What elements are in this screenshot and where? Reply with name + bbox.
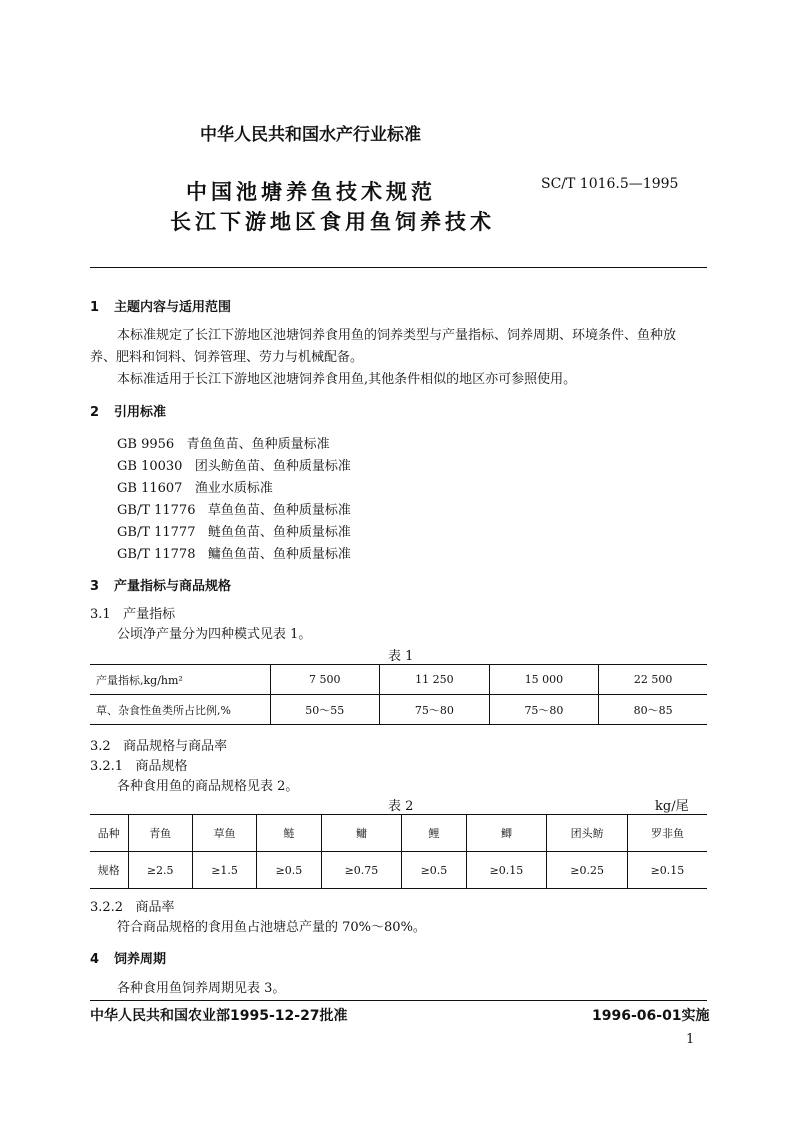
table-cell: 75～80 [380, 695, 490, 725]
table-cell: 50～55 [270, 695, 380, 725]
subsection-3-1-heading [90, 603, 175, 622]
table-cell: ≥0.25 [547, 852, 628, 889]
section-1-para-2: 本标准适用于长江下游地区池塘饲养食用鱼,其他条件相似的地区亦可参照使用。 [117, 372, 577, 387]
reference-name: 鲢鱼鱼苗、鱼种质量标准 [207, 525, 351, 540]
reference-name: 草鱼鱼苗、鱼种质量标准 [207, 503, 351, 518]
section-4-text: 各种食用鱼饲养周期见表 3。 [117, 981, 286, 996]
reference-code: GB/T 11776 [117, 503, 196, 518]
reference-code: GB 10030 [117, 459, 183, 474]
subsection-title: 产量指标 [123, 607, 176, 622]
section-number: 3 [90, 579, 100, 594]
table-cell: 7 500 [270, 665, 380, 695]
table-cell: ≥0.5 [402, 852, 466, 889]
reference-item [117, 499, 351, 518]
table-row-label: 品种 [90, 815, 128, 852]
table-row-label: 产量指标,kg/hm² [90, 665, 270, 695]
table-header-cell: 青鱼 [128, 815, 192, 852]
table-header-cell: 鲢 [257, 815, 321, 852]
subsection-3-1-text: 公顷净产量分为四种模式见表 1。 [117, 627, 312, 642]
section-1-heading [90, 296, 231, 315]
section-number: 1 [90, 300, 100, 315]
table-2-caption: 表 2 [388, 799, 414, 814]
table-header-cell: 罗非鱼 [627, 815, 707, 852]
table-cell: 80～85 [599, 695, 707, 725]
table-cell: ≥0.75 [321, 852, 402, 889]
reference-item [117, 477, 273, 496]
reference-item [117, 433, 330, 452]
reference-name: 鳙鱼鱼苗、鱼种质量标准 [207, 547, 351, 562]
reference-item [117, 521, 351, 540]
table-cell: 15 000 [489, 665, 599, 695]
table-cell: 75～80 [489, 695, 599, 725]
table-row [90, 665, 707, 695]
table-cell: ≥0.15 [466, 852, 547, 889]
table-cell: 22 500 [599, 665, 707, 695]
section-title: 产量指标与商品规格 [114, 579, 232, 594]
header-divider [90, 267, 707, 268]
section-4-heading [90, 948, 166, 967]
effective-date: 1996-06-01实施 [592, 1008, 710, 1024]
subsection-number: 3.1 [90, 607, 111, 622]
title-line-1: 中国池塘养鱼技术规范 [186, 180, 436, 204]
table-cell: ≥0.15 [627, 852, 707, 889]
section-1-para-1-line-1: 本标准规定了长江下游地区池塘饲养食用鱼的饲养类型与产量指标、饲养周期、环境条件、鱼种放 [117, 328, 677, 343]
subsection-3-2-2-heading [90, 896, 175, 915]
subsection-title: 商品规格 [135, 759, 188, 774]
section-2-heading [90, 401, 166, 420]
section-number: 4 [90, 952, 100, 967]
table-row [90, 852, 707, 889]
table-header-cell: 鲤 [402, 815, 466, 852]
reference-code: GB/T 11778 [117, 547, 196, 562]
table-2 [90, 814, 707, 889]
section-title: 饲养周期 [114, 952, 167, 967]
approval-line: 中华人民共和国农业部1995-12-27批准 [90, 1008, 348, 1024]
issuing-org: 中华人民共和国水产行业标准 [200, 125, 421, 145]
table-header-cell: 鳙 [321, 815, 402, 852]
table-header-cell: 草鱼 [192, 815, 256, 852]
reference-code: GB/T 11777 [117, 525, 196, 540]
subsection-3-2-heading [90, 735, 227, 754]
subsection-number: 3.2.1 [90, 759, 124, 774]
subsection-3-2-2-text: 符合商品规格的食用鱼占池塘总产量的 70%～80%。 [117, 920, 426, 935]
subsection-title: 商品规格与商品率 [123, 739, 228, 754]
title-line-2: 长江下游地区食用鱼饲养技术 [170, 210, 495, 234]
subsection-3-2-1-text: 各种食用鱼的商品规格见表 2。 [117, 779, 299, 794]
subsection-number: 3.2 [90, 739, 111, 754]
table-cell: ≥2.5 [128, 852, 192, 889]
table-header-cell: 鲫 [466, 815, 547, 852]
section-title: 主题内容与适用范围 [114, 300, 232, 315]
reference-name: 团头鲂鱼苗、鱼种质量标准 [194, 459, 351, 474]
table-1 [90, 664, 707, 725]
table-header-cell: 团头鲂 [547, 815, 628, 852]
table-cell: 11 250 [380, 665, 490, 695]
reference-code: GB 9956 [117, 437, 175, 452]
footer-divider [90, 1000, 707, 1001]
table-row-label: 规格 [90, 852, 128, 889]
reference-name: 渔业水质标准 [194, 481, 273, 496]
reference-item [117, 455, 351, 474]
table-row [90, 695, 707, 725]
table-row-label: 草、杂食性鱼类所占比例,% [90, 695, 270, 725]
subsection-3-2-1-heading [90, 755, 188, 774]
table-cell: ≥0.5 [257, 852, 321, 889]
reference-item [117, 543, 351, 562]
table-row [90, 815, 707, 852]
reference-code: GB 11607 [117, 481, 183, 496]
subsection-number: 3.2.2 [90, 900, 124, 915]
standard-number: SC/T 1016.5—1995 [541, 176, 679, 192]
section-3-heading [90, 575, 231, 594]
section-number: 2 [90, 405, 100, 420]
table-2-unit: kg/尾 [655, 799, 689, 814]
page-number: 1 [686, 1032, 695, 1047]
section-title: 引用标准 [114, 405, 167, 420]
table-1-caption: 表 1 [388, 649, 414, 664]
table-cell: ≥1.5 [192, 852, 256, 889]
section-1-para-1-line-2: 养、肥料和饲料、饲养管理、劳力与机械配备。 [90, 350, 364, 365]
subsection-title: 商品率 [135, 900, 175, 915]
reference-name: 青鱼鱼苗、鱼种质量标准 [186, 437, 330, 452]
